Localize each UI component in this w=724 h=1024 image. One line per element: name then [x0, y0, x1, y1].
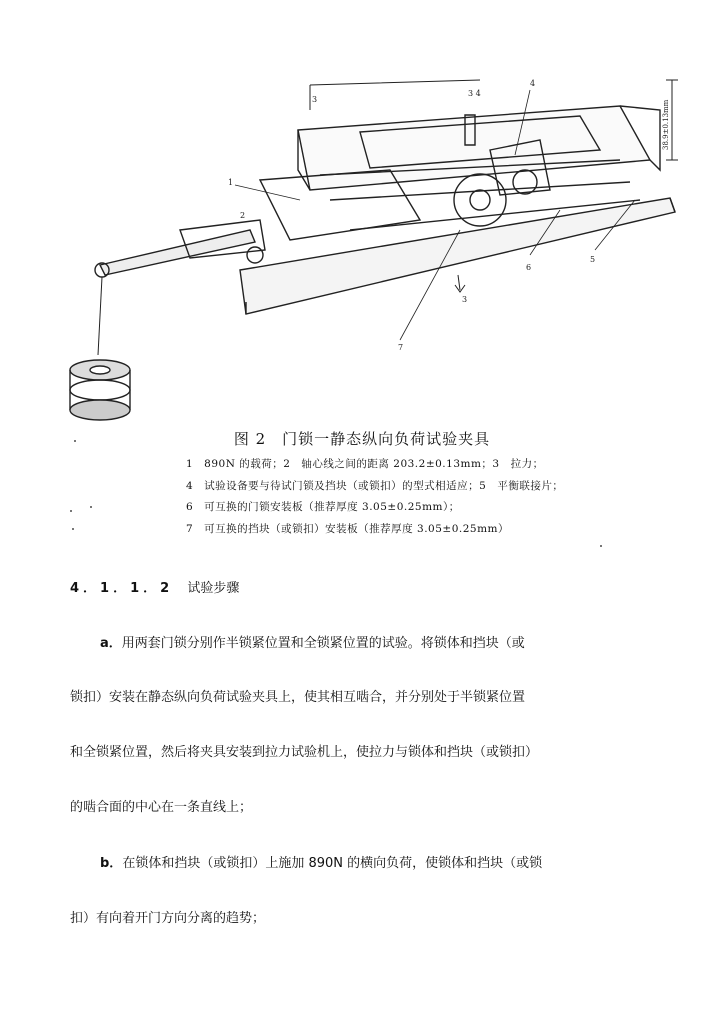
paragraph-b-line-1: [100, 852, 542, 871]
legend-line-4: 7 可互换的挡块（或锁扣）安装板（推荐厚度 3.05±0.25mm）: [186, 523, 509, 535]
legend-line-2: 4 试验设备要与待试门锁及挡块（或锁扣）的型式相适应；5 平衡联接片；: [186, 480, 564, 492]
callout-3-top: 3: [312, 95, 318, 104]
dimension-label: 38.9±0.13mm: [662, 99, 670, 150]
legend-line-1: 1 890N 的载荷；2 轴心线之间的距离 203.2±0.13mm；3 拉力；: [186, 458, 544, 470]
paragraph-a-text-1: 用两套门锁分别作半锁紧位置和全锁紧位置的试验。将锁体和挡块（或: [121, 636, 525, 651]
callout-3-arrow: 3: [462, 295, 468, 304]
section-number: 4．1．1．2: [70, 581, 174, 596]
callout-5: 5: [590, 255, 596, 264]
scan-speck: [600, 545, 602, 547]
scan-speck: [72, 528, 74, 530]
scan-speck: [70, 510, 72, 512]
paragraph-a-line-4: 的啮合面的中心在一条直线上；: [70, 800, 253, 815]
paragraph-a-line-2: 锁扣）安装在静态纵向负荷试验夹具上，使其相互啮合，并分别处于半锁紧位置: [70, 690, 526, 705]
callout-34: 3 4: [468, 89, 481, 98]
test-fixture-figure: [60, 70, 680, 430]
legend-line-3: 6 可互换的门锁安装板（推荐厚度 3.05±0.25mm）；: [186, 501, 460, 513]
fixture-drawing: [60, 70, 680, 430]
paragraph-a-line-1: [100, 632, 525, 651]
item-label-b: b．: [100, 856, 123, 871]
item-label-a: a．: [100, 636, 122, 651]
paragraph-b-line-2: 扣）有向着开门方向分离的趋势；: [70, 911, 266, 926]
callout-2: 2: [240, 211, 246, 220]
callout-7: 7: [398, 343, 404, 352]
callout-6: 6: [526, 263, 532, 272]
callout-4: 4: [530, 79, 536, 88]
paragraph-b-text-1: 在锁体和挡块（或锁扣）上施加 890N 的横向负荷，使锁体和挡块（或锁: [122, 856, 543, 871]
figure-caption: 图 2 门锁一静态纵向负荷试验夹具: [233, 430, 491, 448]
paragraph-a-line-3: 和全锁紧位置，然后将夹具安装到拉力试验机上，使拉力与锁体和挡块（或锁扣）: [70, 745, 539, 760]
scan-speck: [90, 506, 92, 508]
callout-1: 1: [228, 178, 234, 187]
section-title: 试验步骤: [187, 581, 240, 596]
section-heading: [70, 577, 239, 596]
